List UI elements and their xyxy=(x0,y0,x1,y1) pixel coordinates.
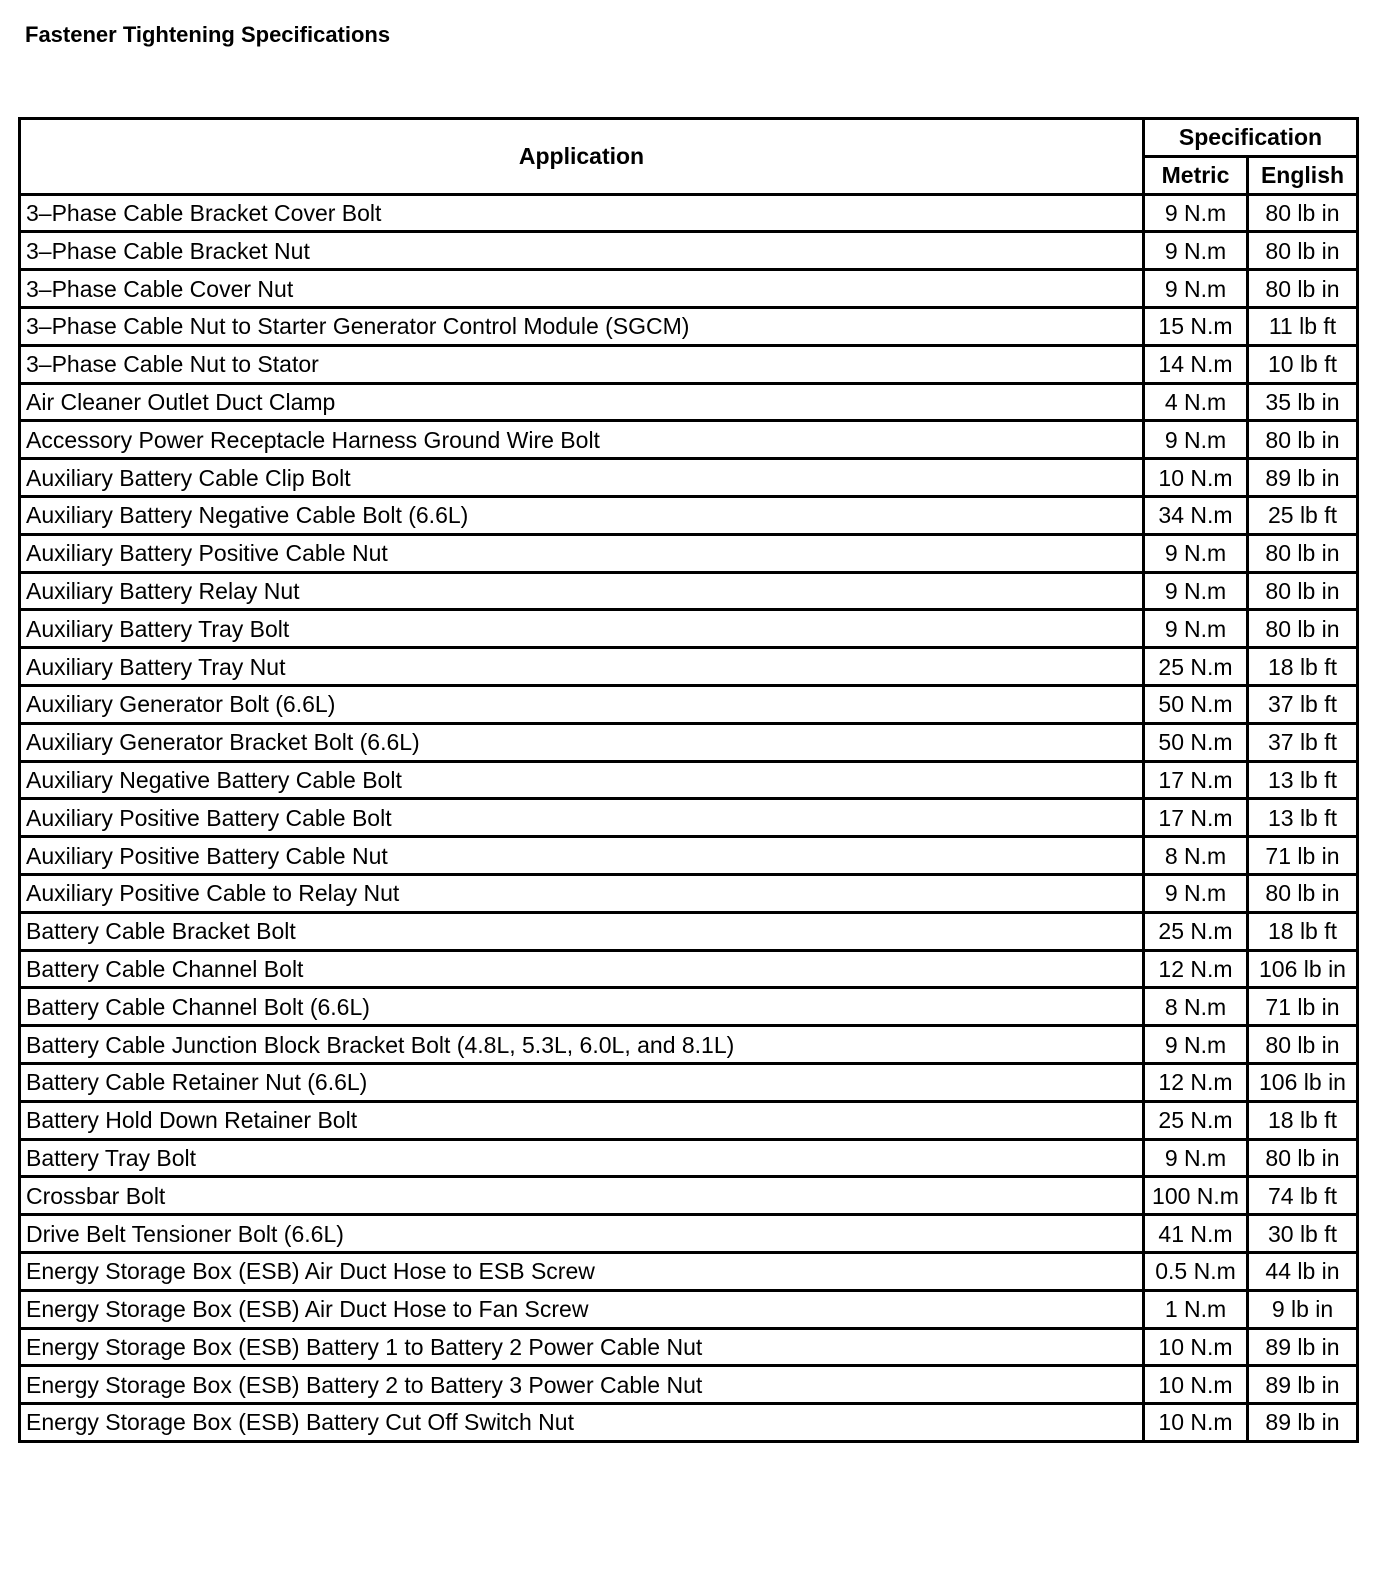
english-cell: 71 lb in xyxy=(1248,988,1358,1026)
table-row xyxy=(20,912,1358,950)
table-row xyxy=(20,421,1358,459)
table-row xyxy=(20,799,1358,837)
application-cell: Energy Storage Box (ESB) Air Duct Hose to ESB Screw xyxy=(20,1252,1144,1290)
metric-cell: 4 N.m xyxy=(1144,383,1248,421)
english-cell: 10 lb ft xyxy=(1248,345,1358,383)
table-row xyxy=(20,837,1358,875)
table-row xyxy=(20,648,1358,686)
application-cell: Energy Storage Box (ESB) Battery Cut Off Switch Nut xyxy=(20,1404,1144,1442)
metric-cell: 12 N.m xyxy=(1144,1063,1248,1101)
english-cell: 80 lb in xyxy=(1248,610,1358,648)
table-row xyxy=(20,1366,1358,1404)
table-row xyxy=(20,459,1358,497)
application-cell: Auxiliary Generator Bolt (6.6L) xyxy=(20,685,1144,723)
application-cell: Auxiliary Battery Tray Bolt xyxy=(20,610,1144,648)
application-cell: Battery Tray Bolt xyxy=(20,1139,1144,1177)
application-cell: Accessory Power Receptacle Harness Ground Wire Bolt xyxy=(20,421,1144,459)
header-specification: Specification xyxy=(1144,119,1358,157)
metric-cell: 1 N.m xyxy=(1144,1290,1248,1328)
english-cell: 35 lb in xyxy=(1248,383,1358,421)
metric-cell: 9 N.m xyxy=(1144,534,1248,572)
metric-cell: 9 N.m xyxy=(1144,874,1248,912)
application-cell: Auxiliary Generator Bracket Bolt (6.6L) xyxy=(20,723,1144,761)
application-cell: Energy Storage Box (ESB) Air Duct Hose to Fan Screw xyxy=(20,1290,1144,1328)
metric-cell: 9 N.m xyxy=(1144,572,1248,610)
english-cell: 18 lb ft xyxy=(1248,912,1358,950)
application-cell: Battery Cable Retainer Nut (6.6L) xyxy=(20,1063,1144,1101)
english-cell: 71 lb in xyxy=(1248,837,1358,875)
metric-cell: 10 N.m xyxy=(1144,1328,1248,1366)
table-row xyxy=(20,1404,1358,1442)
metric-cell: 50 N.m xyxy=(1144,685,1248,723)
application-cell: Auxiliary Battery Relay Nut xyxy=(20,572,1144,610)
metric-cell: 25 N.m xyxy=(1144,1101,1248,1139)
application-cell: Auxiliary Positive Battery Cable Nut xyxy=(20,837,1144,875)
metric-cell: 41 N.m xyxy=(1144,1215,1248,1253)
metric-cell: 17 N.m xyxy=(1144,761,1248,799)
table-row xyxy=(20,1026,1358,1064)
metric-cell: 100 N.m xyxy=(1144,1177,1248,1215)
application-cell: Energy Storage Box (ESB) Battery 1 to Battery 2 Power Cable Nut xyxy=(20,1328,1144,1366)
english-cell: 44 lb in xyxy=(1248,1252,1358,1290)
table-row xyxy=(20,761,1358,799)
metric-cell: 9 N.m xyxy=(1144,194,1248,232)
application-cell: Battery Cable Channel Bolt xyxy=(20,950,1144,988)
table-row xyxy=(20,988,1358,1026)
fastener-spec-table xyxy=(18,117,1359,1443)
metric-cell: 8 N.m xyxy=(1144,837,1248,875)
header-english: English xyxy=(1248,156,1358,194)
english-cell: 80 lb in xyxy=(1248,270,1358,308)
english-cell: 80 lb in xyxy=(1248,194,1358,232)
application-cell: Auxiliary Negative Battery Cable Bolt xyxy=(20,761,1144,799)
table-row xyxy=(20,685,1358,723)
application-cell: Auxiliary Battery Cable Clip Bolt xyxy=(20,459,1144,497)
english-cell: 11 lb ft xyxy=(1248,307,1358,345)
application-cell: Auxiliary Positive Battery Cable Bolt xyxy=(20,799,1144,837)
table-row xyxy=(20,534,1358,572)
table-row xyxy=(20,610,1358,648)
metric-cell: 14 N.m xyxy=(1144,345,1248,383)
english-cell: 89 lb in xyxy=(1248,1404,1358,1442)
metric-cell: 10 N.m xyxy=(1144,1404,1248,1442)
english-cell: 9 lb in xyxy=(1248,1290,1358,1328)
english-cell: 25 lb ft xyxy=(1248,496,1358,534)
english-cell: 18 lb ft xyxy=(1248,1101,1358,1139)
application-cell: 3–Phase Cable Nut to Stator xyxy=(20,345,1144,383)
header-application: Application xyxy=(20,119,1144,195)
english-cell: 106 lb in xyxy=(1248,950,1358,988)
english-cell: 80 lb in xyxy=(1248,232,1358,270)
metric-cell: 25 N.m xyxy=(1144,648,1248,686)
application-cell: 3–Phase Cable Cover Nut xyxy=(20,270,1144,308)
metric-cell: 8 N.m xyxy=(1144,988,1248,1026)
metric-cell: 12 N.m xyxy=(1144,950,1248,988)
table-row xyxy=(20,572,1358,610)
metric-cell: 9 N.m xyxy=(1144,1026,1248,1064)
english-cell: 18 lb ft xyxy=(1248,648,1358,686)
page-title: Fastener Tightening Specifications xyxy=(25,22,391,47)
table-row xyxy=(20,1252,1358,1290)
english-cell: 89 lb in xyxy=(1248,1328,1358,1366)
application-cell: Auxiliary Battery Positive Cable Nut xyxy=(20,534,1144,572)
header-row xyxy=(20,119,1358,157)
table-row xyxy=(20,232,1358,270)
application-cell: Battery Cable Junction Block Bracket Bolt (4.8L, 5.3L, 6.0L, and 8.1L) xyxy=(20,1026,1144,1064)
application-cell: Auxiliary Battery Negative Cable Bolt (6.6L) xyxy=(20,496,1144,534)
table-row xyxy=(20,950,1358,988)
application-cell: Auxiliary Positive Cable to Relay Nut xyxy=(20,874,1144,912)
english-cell: 80 lb in xyxy=(1248,534,1358,572)
application-cell: 3–Phase Cable Bracket Cover Bolt xyxy=(20,194,1144,232)
english-cell: 80 lb in xyxy=(1248,1139,1358,1177)
english-cell: 30 lb ft xyxy=(1248,1215,1358,1253)
metric-cell: 9 N.m xyxy=(1144,1139,1248,1177)
english-cell: 106 lb in xyxy=(1248,1063,1358,1101)
application-cell: Air Cleaner Outlet Duct Clamp xyxy=(20,383,1144,421)
table-row xyxy=(20,307,1358,345)
english-cell: 80 lb in xyxy=(1248,572,1358,610)
metric-cell: 9 N.m xyxy=(1144,270,1248,308)
metric-cell: 34 N.m xyxy=(1144,496,1248,534)
english-cell: 13 lb ft xyxy=(1248,761,1358,799)
application-cell: 3–Phase Cable Nut to Starter Generator Control Module (SGCM) xyxy=(20,307,1144,345)
table-row xyxy=(20,1139,1358,1177)
metric-cell: 0.5 N.m xyxy=(1144,1252,1248,1290)
application-cell: Energy Storage Box (ESB) Battery 2 to Battery 3 Power Cable Nut xyxy=(20,1366,1144,1404)
table-row xyxy=(20,345,1358,383)
english-cell: 13 lb ft xyxy=(1248,799,1358,837)
table-row xyxy=(20,1290,1358,1328)
application-cell: Battery Cable Channel Bolt (6.6L) xyxy=(20,988,1144,1026)
table-row xyxy=(20,1177,1358,1215)
application-cell: Battery Hold Down Retainer Bolt xyxy=(20,1101,1144,1139)
metric-cell: 10 N.m xyxy=(1144,1366,1248,1404)
metric-cell: 50 N.m xyxy=(1144,723,1248,761)
metric-cell: 9 N.m xyxy=(1144,610,1248,648)
application-cell: Battery Cable Bracket Bolt xyxy=(20,912,1144,950)
metric-cell: 15 N.m xyxy=(1144,307,1248,345)
application-cell: Auxiliary Battery Tray Nut xyxy=(20,648,1144,686)
metric-cell: 17 N.m xyxy=(1144,799,1248,837)
english-cell: 80 lb in xyxy=(1248,1026,1358,1064)
english-cell: 89 lb in xyxy=(1248,1366,1358,1404)
english-cell: 89 lb in xyxy=(1248,459,1358,497)
header-metric: Metric xyxy=(1144,156,1248,194)
table-row xyxy=(20,496,1358,534)
metric-cell: 9 N.m xyxy=(1144,232,1248,270)
table-row xyxy=(20,874,1358,912)
english-cell: 37 lb ft xyxy=(1248,723,1358,761)
english-cell: 80 lb in xyxy=(1248,421,1358,459)
english-cell: 80 lb in xyxy=(1248,874,1358,912)
table-row xyxy=(20,194,1358,232)
english-cell: 74 lb ft xyxy=(1248,1177,1358,1215)
metric-cell: 10 N.m xyxy=(1144,459,1248,497)
table-row xyxy=(20,270,1358,308)
metric-cell: 25 N.m xyxy=(1144,912,1248,950)
english-cell: 37 lb ft xyxy=(1248,685,1358,723)
table-row xyxy=(20,1063,1358,1101)
table-row xyxy=(20,1328,1358,1366)
application-cell: Drive Belt Tensioner Bolt (6.6L) xyxy=(20,1215,1144,1253)
table-row xyxy=(20,1215,1358,1253)
application-cell: Crossbar Bolt xyxy=(20,1177,1144,1215)
table-body xyxy=(20,194,1358,1441)
table-row xyxy=(20,383,1358,421)
application-cell: 3–Phase Cable Bracket Nut xyxy=(20,232,1144,270)
table-row xyxy=(20,723,1358,761)
table-row xyxy=(20,1101,1358,1139)
metric-cell: 9 N.m xyxy=(1144,421,1248,459)
